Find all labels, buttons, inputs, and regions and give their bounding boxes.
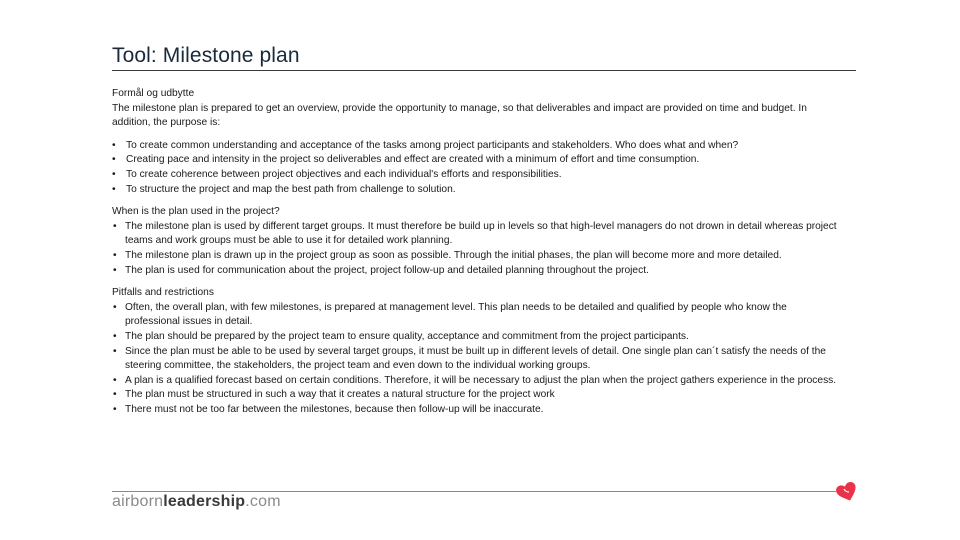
pitfalls-heading: Pitfalls and restrictions	[112, 287, 214, 299]
purpose-heading: Formål og udbytte	[112, 88, 195, 99]
when-heading: When is the plan used in the project?	[112, 206, 280, 218]
spacer	[112, 131, 842, 139]
pitfalls-list	[112, 301, 842, 418]
purpose-list	[112, 139, 842, 197]
company-logo	[112, 493, 281, 511]
purpose-item: • To create common understanding and acceptance of the tasks among project participants and stakeholders. Who does what and when?	[112, 139, 842, 154]
purpose-item: • To structure the project and map the best path from challenge to solution.	[112, 183, 842, 198]
when-item: • The plan is used for communication about the project, project follow-up and detailed planning throughout the project.	[112, 264, 842, 279]
pitfalls-item: • Since the plan must be able to be used by several target groups, it must be built up in different levels of detail. One single plan can´t satisfy the needs of the steering committee, the stakeholders, the project team and even down to the individual working groups.	[112, 345, 842, 374]
pitfalls-item: • The plan should be prepared by the project team to ensure quality, acceptance and commitment from the project participants.	[112, 330, 842, 345]
purpose-item: • To create coherence between project objectives and each individual's efforts and responsibilities.	[112, 168, 842, 183]
when-list	[112, 220, 842, 278]
footer-divider	[112, 491, 836, 492]
when-item: • The milestone plan is used by different target groups. It must therefore be build up in levels so that high-level managers do not drown in detail whereas project teams and work groups must be able to use it for detailed work planning.	[112, 220, 842, 249]
document-body	[112, 87, 842, 417]
when-item: • The milestone plan is drawn up in the project group as soon as possible. Through the initial phases, the plan will become more and more detailed.	[112, 249, 842, 264]
spacer	[112, 197, 842, 205]
pitfalls-item: • There must not be too far between the milestones, because then follow-up will be inaccurate.	[112, 403, 842, 418]
spacer	[112, 278, 842, 286]
heart-icon	[835, 480, 859, 504]
logo-text-domain: .com	[245, 493, 281, 510]
pitfalls-item: • A plan is a qualified forecast based on certain conditions. Therefore, it will be necessary to adjust the plan when the project gathers experience in the process.	[112, 374, 842, 389]
title-divider	[112, 70, 856, 71]
logo-text-airborn: airborn	[112, 493, 164, 510]
logo-text-leadership: leadership	[163, 493, 246, 510]
purpose-item: • Creating pace and intensity in the project so deliverables and effect are created with a minimum of effort and time consumption.	[112, 153, 842, 168]
page-title: Tool: Milestone plan	[112, 44, 300, 67]
pitfalls-item: • Often, the overall plan, with few milestones, is prepared at management level. This plan needs to be detailed and qualified by people who know the professional issues in detail.	[112, 301, 842, 330]
purpose-intro: The milestone plan is prepared to get an overview, provide the opportunity to manage, so that deliverables and impact are provided on time and budget. In addition, the purpose is:	[112, 102, 807, 129]
pitfalls-item: • The plan must be structured in such a way that it creates a natural structure for the project work	[112, 388, 842, 403]
